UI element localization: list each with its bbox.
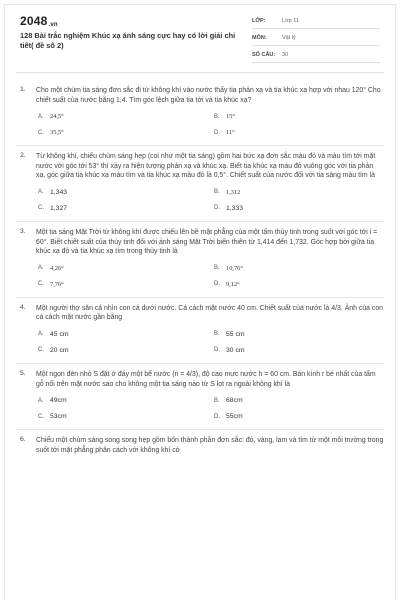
- meta-class-label: LỚP:: [252, 18, 266, 24]
- answer-options: [38, 189, 384, 212]
- question-2: [16, 146, 384, 222]
- question-6: [16, 430, 384, 455]
- question-number: 2.: [20, 152, 26, 160]
- option-a[interactable]: A. 45 cm: [38, 330, 69, 338]
- option-d[interactable]: D. 9,12°: [214, 280, 240, 288]
- question-text: Một người thợ săn cá nhìn con cá dưới nước. Cá cách mặt nước 40 cm. Chiết suất của nước là 4/3. Ảnh của con cá cách mặt nước gần bằng: [36, 304, 384, 322]
- question-1: [16, 80, 384, 146]
- question-text: Từ không khí, chiếu chùm sáng hẹp (coi như một tia sáng) gồm hai bức xạ đơn sắc màu đỏ và màu tím tới mặt nước với góc tới 53° thì xảy ra hiện tượng phản xạ và khúc xạ. Biết tia khúc xạ màu đỏ vuông góc với tia phản xạ, góc giữa tia khúc xạ màu tím và tia khúc xạ màu đỏ là 0,5°. Chiết suất của nước đối với tia sáng màu tím là: [36, 153, 376, 180]
- option-c[interactable]: C. 35,5°: [38, 129, 64, 137]
- site-logo[interactable]: $2048_{.vn}$: [20, 14, 58, 28]
- option-d[interactable]: D. 11°: [214, 129, 235, 137]
- meta-count-row: [252, 48, 380, 63]
- option-d[interactable]: D. 30 cm: [214, 346, 245, 354]
- question-3: [16, 222, 384, 298]
- option-a[interactable]: A. 49cm: [38, 397, 67, 405]
- option-c[interactable]: C. 20 cm: [38, 346, 69, 354]
- header-divider: [16, 72, 384, 73]
- option-b[interactable]: B. 10,76°: [214, 264, 243, 272]
- question-text: Chiếu một chùm sáng song song hẹp gồm bốn thành phần đơn sắc: đỏ, vàng, lam và tím từ một môi trường trong suốt tới mặt phẳng phân cách với không khí có: [36, 437, 384, 454]
- answer-options: [38, 265, 384, 288]
- option-b[interactable]: B. 15°: [214, 113, 235, 121]
- question-text: Cho một chùm tia sáng đơn sắc đi từ không khí vào nước thấy tia phản xạ và tia khúc xạ hợp với nhau 120° Cho chiết suất của nước bằng 1,4. Tìm góc lệch giữa tia tới và tia khúc xạ?: [36, 87, 381, 104]
- option-d[interactable]: D. 55cm: [214, 413, 243, 421]
- option-c[interactable]: C. 53cm: [38, 413, 67, 421]
- meta-subject-value: Vật lý: [282, 35, 296, 41]
- option-c[interactable]: C. 7,76°: [38, 280, 64, 288]
- answer-options: [38, 113, 384, 136]
- question-4: [16, 298, 384, 364]
- option-b[interactable]: B. 1,312: [214, 188, 241, 196]
- meta-count-value: 30: [282, 52, 289, 58]
- option-d[interactable]: D. 1,333: [214, 204, 244, 212]
- question-number: 5.: [20, 369, 26, 377]
- question-text: Một ngọn đèn nhỏ S đặt ở đáy một bể nước (n = 4/3), độ cao mực nước h = 60 cm. Bán kính r bé nhất của tấm gỗ nổi trên mặt nước sao cho không một tia sáng nào từ S lọt ra ngoài không khí là: [36, 370, 376, 388]
- question-number: 6.: [20, 436, 26, 444]
- answer-options: [38, 331, 384, 354]
- question-number: 4.: [20, 303, 26, 311]
- option-c[interactable]: C. 1,327: [38, 204, 68, 212]
- option-b[interactable]: B. 55 cm: [214, 330, 245, 338]
- option-a[interactable]: A. 1,343: [38, 188, 68, 196]
- meta-class-value: Lớp 11: [282, 18, 299, 24]
- option-b[interactable]: B. 68cm: [214, 397, 243, 405]
- document-title: 128 Bài trắc nghiệm Khúc xạ ánh sáng cực hay có lời giải chi tiết( đề số 2): [20, 31, 236, 50]
- meta-class-row: [252, 14, 380, 29]
- answer-options: [38, 397, 384, 420]
- question-5: [16, 364, 384, 430]
- option-a[interactable]: A. 4,26°: [38, 264, 64, 272]
- document-meta: [252, 14, 380, 65]
- question-number: 3.: [20, 227, 26, 235]
- question-number: 1.: [20, 86, 26, 93]
- meta-subject-row: [252, 31, 380, 46]
- question-list: [16, 80, 384, 455]
- question-text: Một tia sáng Mặt Trời từ không khí được chiếu lên bề mặt phẳng của một tấm thủy tinh trong suốt với góc tới i = 60°. Biết chiết suất của thủy tinh đối với ánh sáng Mặt Trời biến thiên từ 1,414 đến 1,732. Góc hợp bởi giữa tia khúc xạ đỏ và tia khúc xạ tím trong thủy tinh là: [36, 228, 378, 256]
- meta-count-label: SỐ CÂU:: [252, 52, 276, 58]
- meta-subject-label: MÔN:: [252, 35, 267, 41]
- option-a[interactable]: A. 24,5°: [38, 113, 64, 121]
